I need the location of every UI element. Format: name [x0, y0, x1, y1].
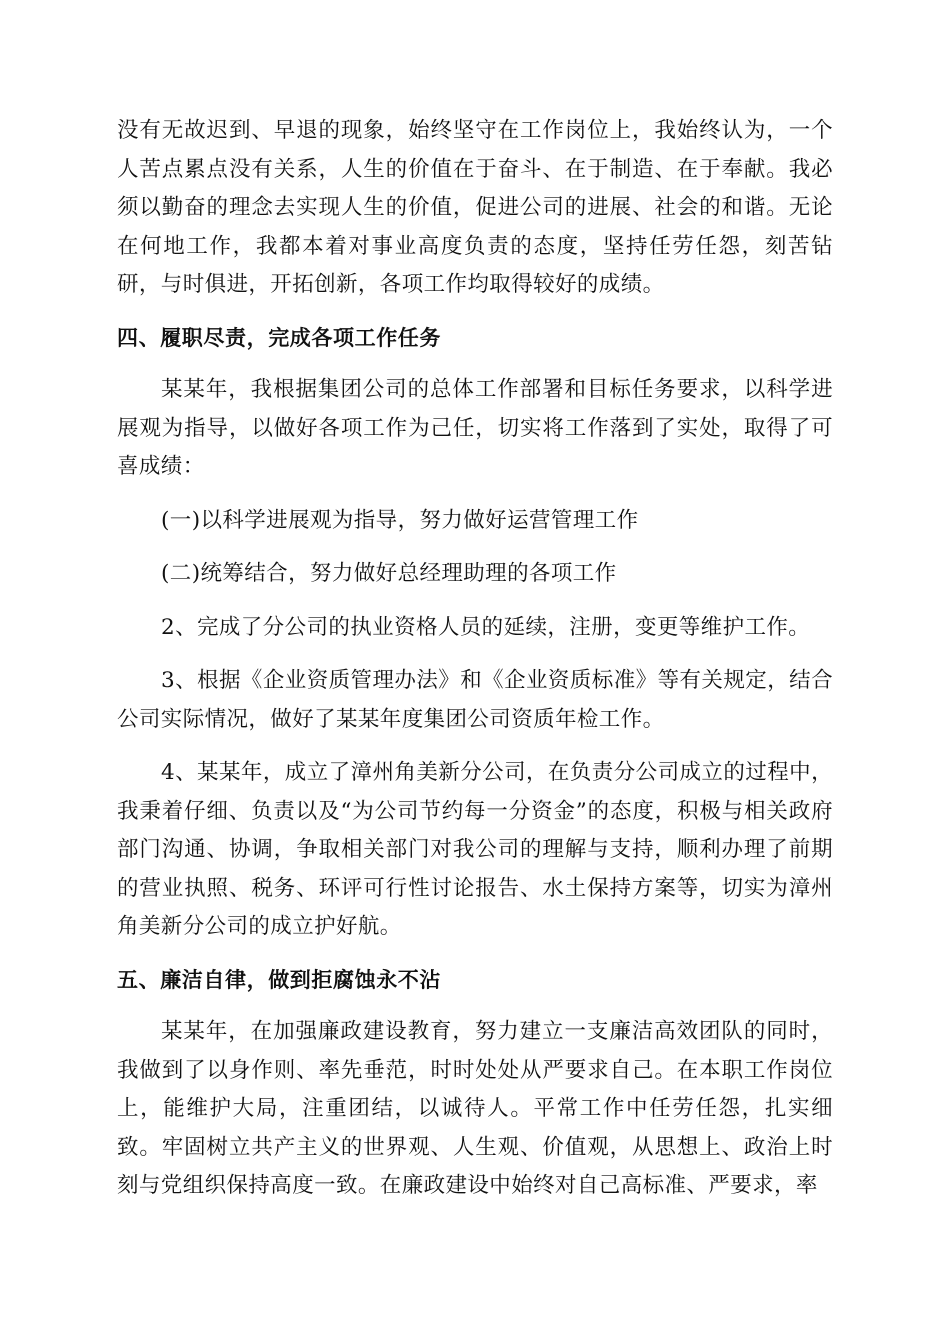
paragraph-point-3: 3、根据《企业资质管理办法》和《企业资质标准》等有关规定，结合公司实际情况，做好了某某年度集团公司资质年检工作。 [117, 668, 833, 732]
paragraph-point-4: 4、某某年，成立了漳州角美新分公司，在负责分公司成立的过程中，我秉着仔细、负责以及“为公司节约每一分资金”的态度，积极与相关政府部门沟通、协调，争取相关部门对我公司的理解与支持，顺利办理了前期的营业执照、税务、环评可行性讨论报告、水土保持方案等，切实为漳州角美新分公司的成立护好航。 [117, 760, 833, 939]
paragraph-item-1: (一)以科学进展观为指导，努力做好运营管理工作 [161, 507, 639, 533]
paragraph-section4-intro: 某某年，我根据集团公司的总体工作部署和目标任务要求，以科学进展观为指导，以做好各项工作为己任，切实将工作落到了实处，取得了可喜成绩： [117, 377, 833, 479]
section-heading-4: 四、履职尽责，完成各项工作任务 [117, 325, 441, 350]
paragraph-point-2: 2、完成了分公司的执业资格人员的延续，注册，变更等维护工作。 [161, 614, 811, 640]
paragraph-section5-body: 某某年，在加强廉政建设教育，努力建立一支廉洁高效团队的同时，我做到了以身作则、率先垂范，时时处处从严要求自己。在本职工作岗位上，能维护大局，注重团结，以诚待人。平常工作中任劳任怨，扎实细致。牢固树立共产主义的世界观、人生观、价值观，从思想上、政治上时刻与党组织保持高度一致。在廉政建设中始终对自己高标准、严要求，率 [117, 1019, 833, 1198]
paragraph-item-2: (二)统筹结合，努力做好总经理助理的各项工作 [161, 561, 617, 586]
paragraph-continuation: 没有无故迟到、早退的现象，始终坚守在工作岗位上，我始终认为，一个人苦点累点没有关系，人生的价值在于奋斗、在于制造、在于奉献。我必须以勤奋的理念去实现人生的价值，促进公司的进展、社会的和谐。无论在何地工作，我都本着对事业高度负责的态度，坚持任劳任怨，刻苦钻研，与时俱进，开拓创新，各项工作均取得较好的成绩。 [117, 118, 833, 297]
document-page [117, 112, 833, 1206]
section-heading-5: 五、廉洁自律，做到拒腐蚀永不沾 [117, 967, 441, 992]
